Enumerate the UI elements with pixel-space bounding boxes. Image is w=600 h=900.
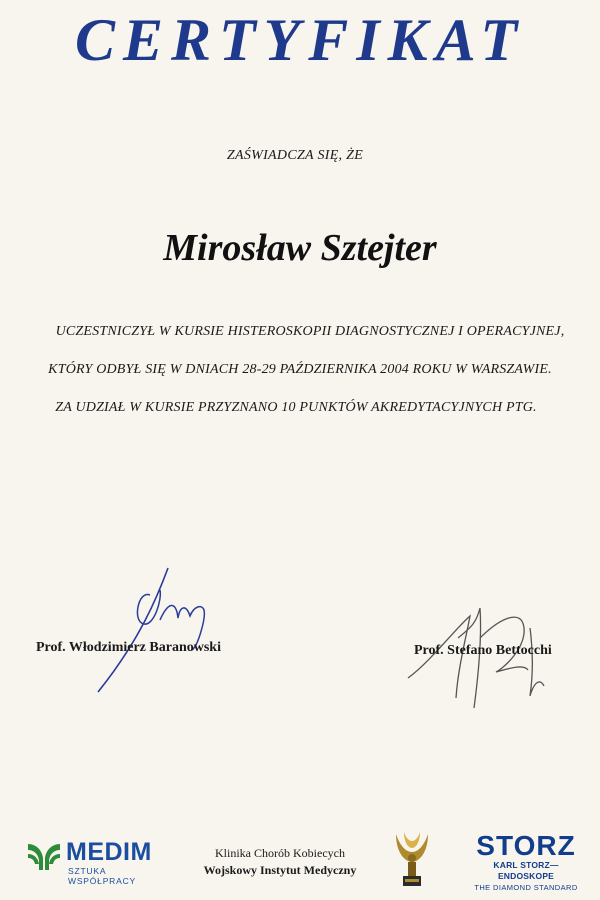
- clinic-block: [180, 845, 380, 879]
- clinic-line-1: Klinika Chorób Kobiecych: [215, 846, 345, 860]
- clinic-line-2: Wojskowy Instytut Medyczny: [203, 863, 357, 877]
- body-line-2: KTÓRY ODBYŁ SIĘ W DNIACH 28-29 PAŹDZIERNIKA 2004 ROKU W WARSZAWIE.: [48, 362, 552, 377]
- storz-logo: [466, 832, 586, 892]
- certificate-title: CERTYFIKAT: [74, 7, 526, 73]
- medim-tagline: SZTUKA WSPÓŁPRACY: [68, 866, 136, 886]
- storz-tagline: THE DIAMOND STANDARD: [474, 883, 578, 892]
- signature-left-image: [80, 560, 230, 700]
- signatory-left-name: Prof. Włodzimierz Baranowski: [36, 640, 221, 655]
- body-line-1: UCZESTNICZYŁ W KURSIE HISTEROSKOPII DIAGNOSTYCZNEJ I OPERACYJNEJ,: [55, 324, 565, 339]
- medim-name: MEDIM: [66, 838, 152, 866]
- signatory-right-name: Prof. Stefano Bettocchi: [414, 643, 552, 658]
- trophy-emblem-icon: [390, 828, 434, 890]
- body-line-3: ZA UDZIAŁ W KURSIE PRZYZNANO 10 PUNKTÓW AKREDYTACYJNYCH PTG.: [55, 400, 537, 415]
- storz-name: STORZ: [476, 830, 576, 861]
- medim-leaf-icon: [26, 840, 62, 872]
- recipient-name: Mirosław Sztejter: [163, 227, 437, 269]
- medim-logo: [26, 838, 166, 886]
- storz-subtitle: KARL STORZ—ENDOSKOPE: [493, 860, 559, 881]
- intro-text: ZAŚWIADCZA SIĘ, ŻE: [226, 148, 364, 163]
